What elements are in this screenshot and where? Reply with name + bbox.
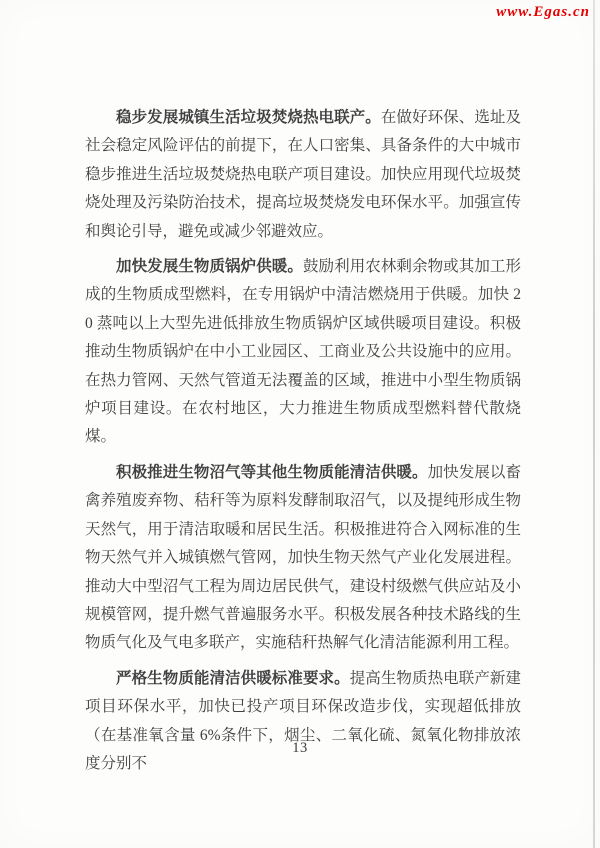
paragraph-body-text: 鼓励利用农林剩余物或其加工形成的生物质成型燃料，在专用锅炉中清洁燃烧用于供暖。加快 20 蒸吨以上大型先进低排放生物质锅炉区域供暖项目建设。积极推动生物质锅炉在中小工业园区、工商业及公共设施中的应用。在热力管网、天然气管道无法覆盖的区域，推进中小型生物质锅炉项目建设。在农村地区，大力推进生物质成型燃料替代散烧煤。 xyxy=(85,258,521,446)
paragraph-lead-sentence: 严格生物质能清洁供暖标准要求。 xyxy=(116,669,350,687)
page-number: 13 xyxy=(292,740,308,756)
watermark-url-text: www.Egas.cn xyxy=(496,4,590,20)
paragraph-waste-incineration xyxy=(85,104,521,246)
paragraph-emission-standards xyxy=(85,665,521,779)
paragraph-biomass-boiler xyxy=(85,253,521,452)
document-body xyxy=(85,104,521,785)
paragraph-lead-sentence: 稳步发展城镇生活垃圾焚烧热电联产。 xyxy=(116,109,381,126)
scan-artifact-vertical-line xyxy=(593,0,595,848)
paragraph-lead-sentence: 加快发展生物质锅炉供暖。 xyxy=(116,258,303,276)
paragraph-body-text: 在做好环保、选址及社会稳定风险评估的前提下，在人口密集、具备条件的大中城市稳步推进生活垃圾焚烧热电联产项目建设。加快应用现代垃圾焚烧处理及污染防治技术，提高垃圾焚烧发电环保水平。加强宣传和舆论引导，避免或减少邻避效应。 xyxy=(85,109,521,240)
paragraph-body-text: 提高生物质热电联产新建项目环保水平，加快已投产项目环保改造步伐，实现超低排放（在基准氧含量 6%条件下，烟尘、二氧化硫、氮氧化物排放浓度分别不 xyxy=(85,669,521,772)
paragraph-biogas-heating xyxy=(85,459,521,658)
paragraph-lead-sentence: 积极推进生物沼气等其他生物质能清洁供暖。 xyxy=(116,463,428,481)
paragraph-body-text: 加快发展以畜禽养殖废弃物、秸秆等为原料发酵制取沼气，以及提纯形成生物天然气，用于清洁取暖和居民生活。积极推进符合入网标准的生物天然气并入城镇燃气管网，加快生物天然气产业化发展进程。推动大中型沼气工程为周边居民供气，建设村级燃气供应站及小规模管网，提升燃气普遍服务水平。积极发展各种技术路线的生物质气化及气电多联产，实施秸秆热解气化清洁能源利用工程。 xyxy=(85,463,521,652)
